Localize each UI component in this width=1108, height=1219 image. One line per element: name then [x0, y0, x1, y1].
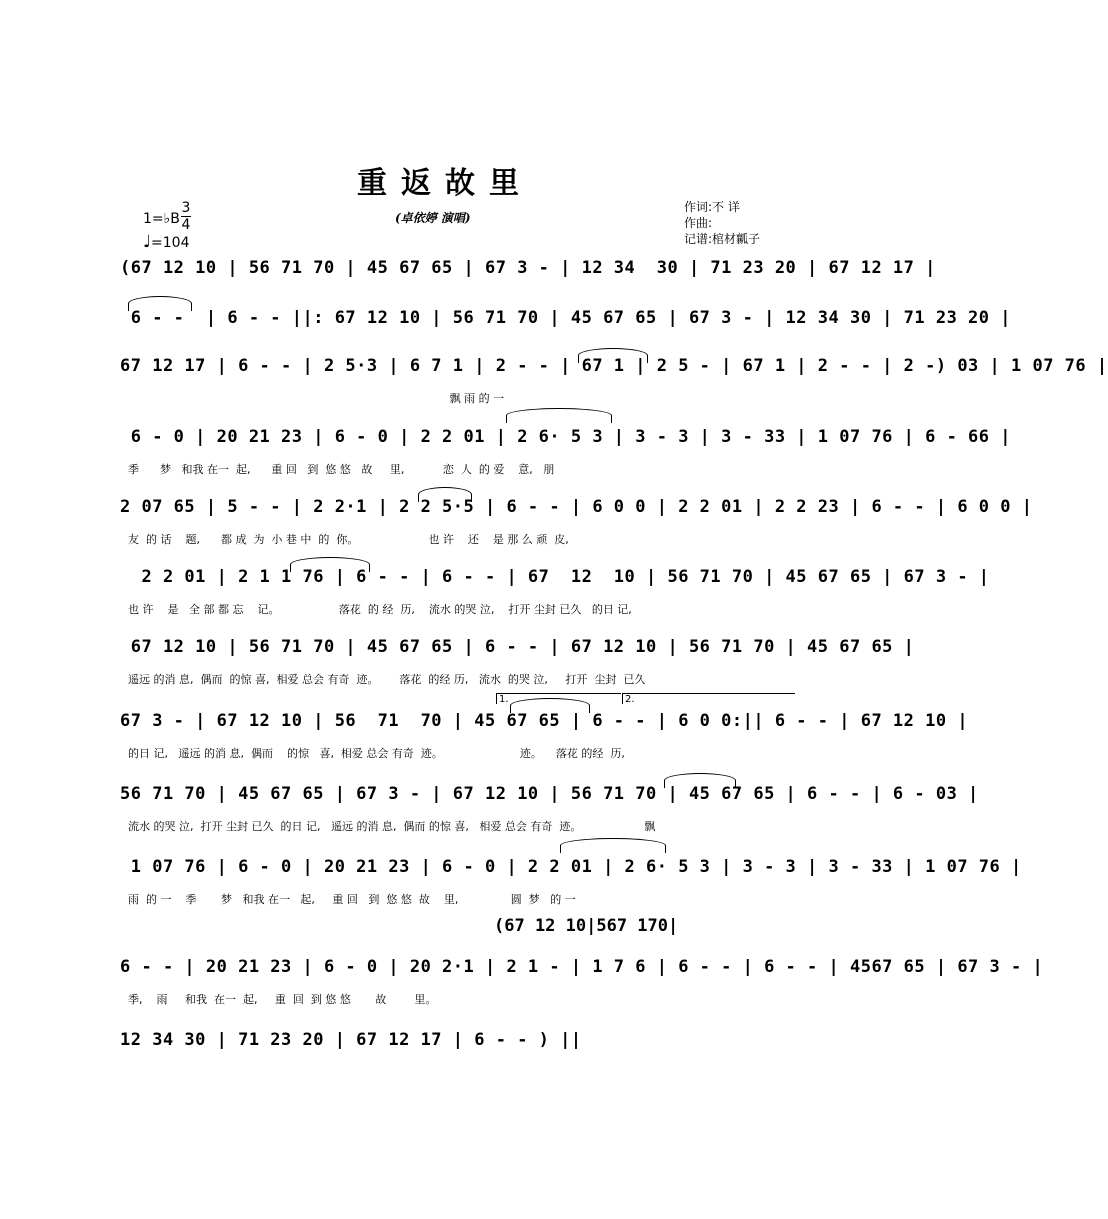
notation-line: 67 3 - | 67 12 10 | 56 71 70 | 45 67 65 | 6 - - | 6 0 0:|| 6 - - | 67 12 10 |	[120, 711, 969, 731]
slur-mark	[418, 487, 472, 502]
notation-line: 6 - 0 | 20 21 23 | 6 - 0 | 2 2 01 | 2 6· 5 3 | 3 - 3 | 3 - 33 | 1 07 76 | 6 - 66 |	[120, 427, 1011, 447]
lyric-line: 季, 雨 和我 在一 起, 重 回 到 悠 悠 故 里。	[128, 993, 437, 1006]
meter-bottom: 4	[181, 217, 191, 233]
slur-mark	[128, 296, 192, 311]
transcriber-credit: 记谱:棺材瓤子	[684, 232, 761, 246]
quarter-note-icon: ♩	[143, 232, 152, 252]
notation-line: 12 34 30 | 71 23 20 | 67 12 17 | 6 - - ) ||	[120, 1030, 582, 1050]
song-title: 重返故里	[357, 166, 533, 201]
score-system-12	[0, 1030, 890, 1104]
lyric-line: 雨 的 一 季 梦 和我 在一 起, 重 回 到 悠 悠 故 里, 圆 梦 的 一	[128, 893, 576, 906]
lyric-line: 季 梦 和我 在一 起, 重 回 到 悠 悠 故 里, 恋 人 的 爱 意, 朋	[128, 463, 555, 476]
score-system-5	[0, 497, 1033, 571]
meter-top: 3	[181, 200, 191, 216]
lyric-line: 流水 的哭 泣, 打开 尘封 已久 的日 记, 遥远 的消 息, 偶而 的惊 喜, 相爱 总会 有奇 迹。 飘	[128, 820, 656, 833]
notation-line: 1 07 76 | 6 - 0 | 20 21 23 | 6 - 0 | 2 2 01 | 2 6· 5 3 | 3 - 3 | 3 - 33 | 1 07 76 |	[120, 857, 1022, 877]
score-system-9	[0, 784, 979, 858]
composer-credit: 作曲:	[684, 216, 713, 230]
notation-line: (67 12 10 | 56 71 70 | 45 67 65 | 67 3 - | 12 34 30 | 71 23 20 | 67 12 17 |	[120, 258, 936, 278]
score-system-8	[0, 711, 969, 785]
lyric-line: 遥远 的消 息, 偶而 的惊 喜, 相爱 总会 有奇 迹。 落花 的经 历, 流水 的哭 泣, 打开 尘封 已久	[128, 673, 646, 686]
tempo-value: =104	[151, 235, 190, 251]
score-system-3	[0, 356, 1108, 430]
score-system-6	[0, 567, 990, 641]
lyricist-credit: 作词:不 详	[684, 200, 740, 214]
notation-line: 67 12 17 | 6 - - | 2 5·3 | 6 7 1 | 2 - - | 67 1 | 2 5 - | 67 1 | 2 - - | 2 -) 03 | 1 07 76 |	[120, 356, 1108, 376]
first-ending-bracket: 1.	[496, 693, 621, 704]
lyric-line: 也 许 是 全 部 都 忘 记。 落花 的 经 历, 流水 的哭 泣, 打开 尘封 已久 的日 记,	[128, 603, 632, 616]
score-system-10	[0, 857, 1022, 931]
second-ending-bracket: 2.	[622, 693, 795, 704]
notation-line: 56 71 70 | 45 67 65 | 67 3 - | 67 12 10 | 56 71 70 | 45 67 65 | 6 - - | 6 - 03 |	[120, 784, 979, 804]
slur-mark	[510, 698, 590, 713]
notation-line: 2 07 65 | 5 - - | 2 2·1 | 2 2 5·5 | 6 - - | 6 0 0 | 2 2 01 | 2 2 23 | 6 - - | 6 0 0 |	[120, 497, 1033, 517]
slur-mark	[290, 557, 370, 572]
slur-mark	[506, 408, 612, 423]
notation-line: 6 - - | 6 - - ||: 67 12 10 | 56 71 70 | 45 67 65 | 67 3 - | 12 34 30 | 71 23 20 |	[120, 308, 1011, 328]
slur-mark	[578, 348, 648, 363]
notation-line: 6 - - | 20 21 23 | 6 - 0 | 20 2·1 | 2 1 - | 1 7 6 | 6 - - | 6 - - | 4567 65 | 67 3 - |	[120, 957, 1044, 977]
tempo-marking	[143, 232, 189, 252]
time-signature	[181, 200, 191, 233]
notation-line: 2 2 01 | 2 1 1 76 | 6 - - | 6 - - | 67 12 10 | 56 71 70 | 45 67 65 | 67 3 - |	[120, 567, 990, 587]
score-system-11	[0, 957, 1044, 1031]
lyric-line: 友 的 话 题, 都 成 为 小 巷 中 的 你。 也 许 还 是 那 么 顽 皮,	[128, 533, 569, 546]
slur-mark	[664, 773, 736, 788]
credits	[684, 199, 760, 247]
lyric-line: 飘 雨 的 一	[128, 392, 505, 405]
interlude-notation: (67 12 10|567 170|	[494, 916, 679, 936]
notation-line: 67 12 10 | 56 71 70 | 45 67 65 | 6 - - | 67 12 10 | 56 71 70 | 45 67 65 |	[120, 637, 915, 657]
key-signature: 1=♭B	[143, 211, 180, 227]
slur-mark	[560, 838, 666, 853]
lyric-line: 的日 记, 遥远 的消 息, 偶而 的惊 喜, 相爱 总会 有奇 迹。 迹。 落花 的经 历,	[128, 747, 625, 760]
singer-credit: (卓依婷 演唱)	[395, 211, 471, 225]
